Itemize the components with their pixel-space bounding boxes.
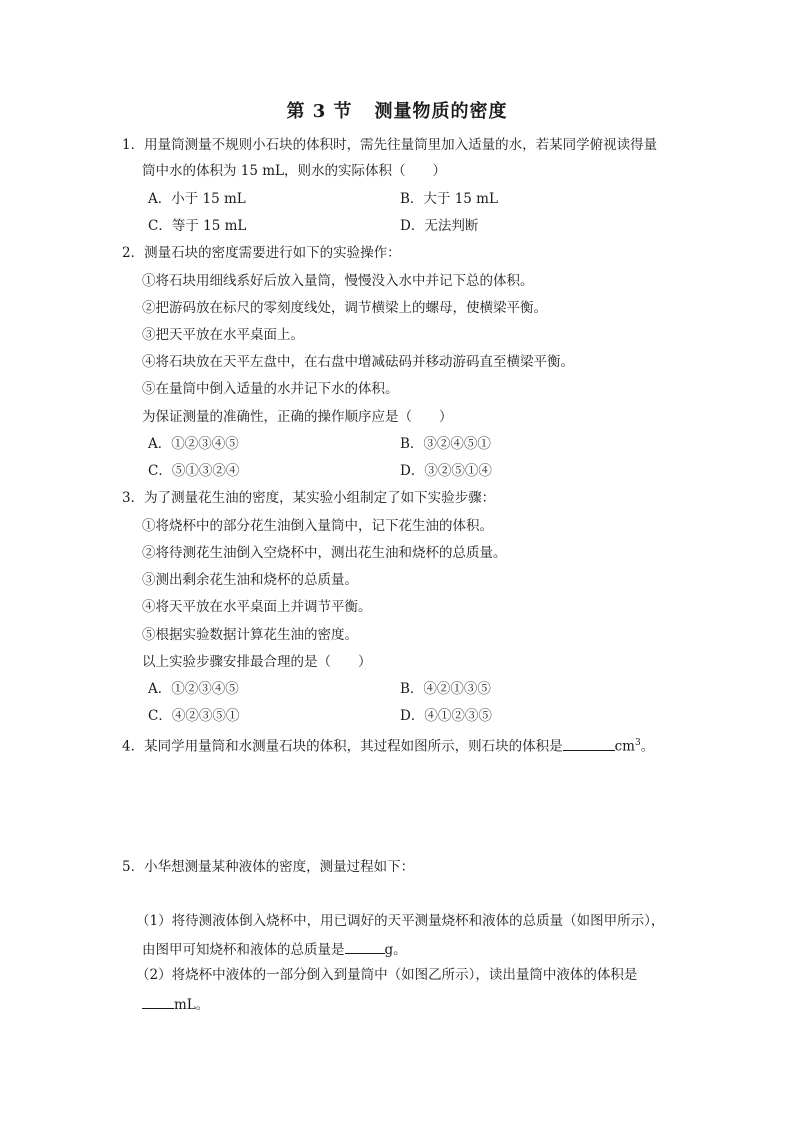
section-number: 第 3 节 (286, 101, 353, 122)
q3-option-c: C．④②③⑤① (148, 708, 240, 724)
q4-text: 4．某同学用量筒和水测量石块的体积，其过程如图所示，则石块的体积是 (122, 738, 563, 755)
q1-option-a: A．小于 15 mL (148, 191, 246, 207)
q2-step-4: ④将石块放在天平左盘中，在右盘中增减砝码并移动游码直至横梁平衡。 (142, 354, 574, 370)
q2-step-2: ②把游码放在标尺的零刻度线处，调节横梁上的螺母，使横梁平衡。 (142, 300, 547, 316)
q4-unit-exponent: 3 (634, 738, 641, 748)
q2-option-c: C．⑤①③②④ (148, 463, 240, 479)
q2-step-1: ①将石块用细线系好后放入量筒，慢慢没入水中并记下总的体积。 (142, 273, 534, 289)
q1-stem-line2: 筒中水的体积为 15 mL，则水的实际体积（ ） (142, 163, 447, 179)
section-name: 测量物质的密度 (374, 101, 508, 122)
q2-option-a: A．①②③④⑤ (148, 436, 239, 452)
q5-part1-line1: （1）将待测液体倒入烧杯中，用已调好的天平测量烧杯和液体的总质量（如图甲所示）， (136, 913, 665, 929)
q5-part1-text: 由图甲可知烧杯和液体的总质量是 (142, 942, 345, 958)
q3-step-1: ①将烧杯中的部分花生油倒入量筒中，记下花生油的体积。 (142, 518, 493, 534)
q5-stem: 5．小华想测量某种液体的密度，测量过程如下： (122, 859, 415, 875)
q5-part2-line1: （2）将烧杯中液体的一部分倒入到量筒中（如图乙所示），读出量筒中液体的体积是 (136, 967, 638, 983)
q5-volume-unit: mL。 (174, 997, 210, 1013)
q1-option-b: B．大于 15 mL (400, 191, 498, 207)
q2-option-b: B．③②④⑤① (400, 436, 491, 452)
q2-stem: 2．测量石块的密度需要进行如下的实验操作： (122, 245, 401, 261)
q2-question: 为保证测量的准确性，正确的操作顺序应是（ ） (142, 409, 453, 425)
q4-stem (122, 734, 654, 756)
q4-end: 。 (640, 738, 655, 755)
q3-question: 以上实验步骤安排最合理的是（ ） (142, 654, 372, 670)
q1-option-d: D．无法判断 (400, 218, 479, 234)
q5-mass-unit: g。 (384, 942, 407, 958)
q5-volume-blank[interactable] (142, 994, 174, 1009)
q3-stem: 3．为了测量花生油的密度，某实验小组制定了如下实验步骤： (122, 490, 496, 506)
q3-option-b: B．④②①③⑤ (400, 681, 491, 697)
q3-option-d: D．④①②③⑤ (400, 708, 492, 724)
q2-option-d: D．③②⑤①④ (400, 463, 492, 479)
q3-step-3: ③测出剩余花生油和烧杯的总质量。 (142, 572, 358, 588)
q2-step-3: ③把天平放在水平桌面上。 (142, 327, 304, 343)
q5-mass-blank[interactable] (345, 939, 385, 954)
q4-unit: cm (614, 738, 635, 755)
q3-step-4: ④将天平放在水平桌面上并调节平衡。 (142, 599, 372, 615)
q1-stem-line1: 1．用量筒测量不规则小石块的体积时，需先往量筒里加入适量的水，若某同学俯视读得量 (122, 137, 658, 153)
q1-option-c: C．等于 15 mL (148, 218, 247, 234)
page-title (0, 97, 794, 123)
q5-part1-line2 (142, 939, 407, 959)
q3-step-2: ②将待测花生油倒入空烧杯中，测出花生油和烧杯的总质量。 (142, 545, 507, 561)
q3-option-a: A．①②③④⑤ (148, 681, 239, 697)
q3-step-5: ⑤根据实验数据计算花生油的密度。 (142, 627, 358, 643)
q5-part2-line2 (142, 994, 209, 1014)
q2-step-5: ⑤在量筒中倒入适量的水并记下水的体积。 (142, 381, 399, 397)
q4-answer-blank[interactable] (563, 736, 615, 751)
